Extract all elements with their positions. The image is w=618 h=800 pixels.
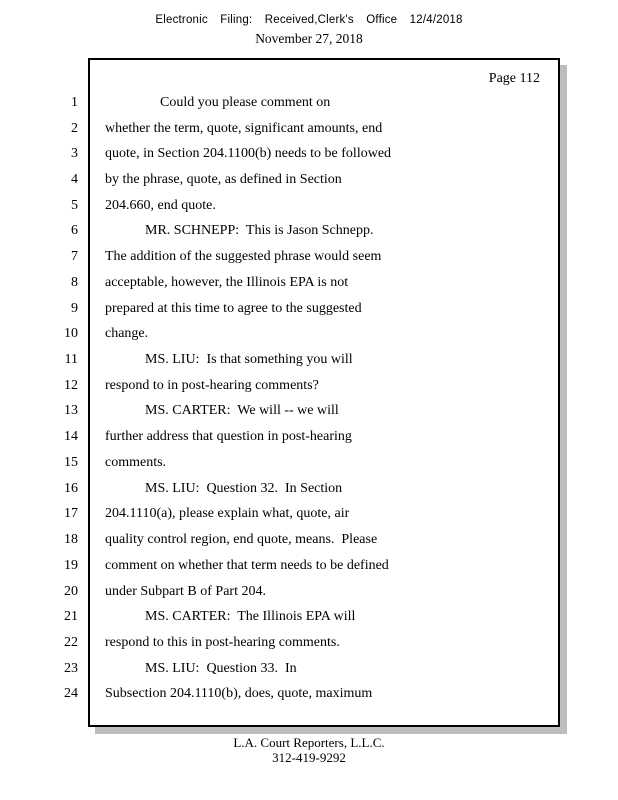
transcript-line	[56, 502, 561, 528]
transcript-line	[56, 193, 561, 219]
transcript-line	[56, 296, 561, 322]
line-text: MS. LIU: Question 32. In Section	[145, 480, 343, 496]
line-text: acceptable, however, the Illinois EPA is not	[105, 274, 349, 290]
hearing-date: November 27, 2018	[255, 31, 363, 46]
transcript-line	[56, 656, 561, 682]
line-number: 15	[64, 454, 78, 470]
transcript-line	[56, 476, 561, 502]
transcript-line	[56, 116, 561, 142]
line-number: 18	[64, 532, 78, 548]
line-text: prepared at this time to agree to the suggested	[105, 300, 362, 316]
page-number-label: Page 112	[488, 71, 540, 86]
transcript-line	[56, 167, 561, 193]
reporter-name: L.A. Court Reporters, L.L.C.	[233, 735, 385, 750]
line-text: whether the term, quote, significant amounts, end	[105, 120, 383, 136]
line-number: 23	[64, 660, 78, 676]
line-text: MS. CARTER: The Illinois EPA will	[145, 609, 356, 625]
line-number: 9	[71, 300, 78, 316]
transcript-line	[56, 553, 561, 579]
line-text: comment on whether that term needs to be defined	[105, 557, 389, 573]
line-number: 3	[71, 146, 78, 162]
line-number: 20	[64, 583, 78, 599]
line-text: quality control region, end quote, means. Please	[105, 532, 378, 548]
transcript-line	[56, 219, 561, 245]
line-number: 22	[64, 634, 78, 650]
transcript-lines	[56, 90, 561, 707]
transcript-line	[56, 424, 561, 450]
line-number: 11	[64, 352, 78, 368]
transcript-line	[56, 579, 561, 605]
line-text: change.	[105, 326, 149, 342]
transcript-line	[56, 321, 561, 347]
line-number: 7	[71, 249, 78, 265]
line-text: 204.1110(a), please explain what, quote, air	[105, 506, 350, 522]
reporter-footer	[0, 736, 618, 765]
line-text: quote, in Section 204.1100(b) needs to be followed	[105, 146, 392, 162]
transcript-line	[56, 347, 561, 373]
line-text: further address that question in post-hearing	[105, 429, 352, 445]
line-number: 16	[64, 480, 78, 496]
electronic-filing-stamp: Electronic Filing: Received,Clerk's Office 12/4/2018	[155, 14, 463, 26]
line-number: 10	[64, 326, 78, 342]
transcript-line	[56, 399, 561, 425]
transcript-line	[56, 90, 561, 116]
transcript-line	[56, 682, 561, 708]
line-number: 6	[71, 223, 78, 239]
line-text: comments.	[105, 454, 167, 470]
line-text: under Subpart B of Part 204.	[105, 583, 266, 599]
line-text: The addition of the suggested phrase would seem	[105, 249, 382, 265]
line-text: respond to this in post-hearing comments.	[105, 634, 340, 650]
reporter-phone: 312-419-9292	[272, 749, 346, 765]
transcript-line	[56, 270, 561, 296]
line-number: 13	[64, 403, 78, 419]
transcript-line	[56, 604, 561, 630]
transcript-line	[56, 630, 561, 656]
line-text: MR. SCHNEPP: This is Jason Schnepp.	[145, 223, 374, 239]
line-number: 1	[71, 94, 78, 110]
line-number: 24	[64, 686, 78, 702]
line-text: MS. CARTER: We will -- we will	[145, 403, 339, 419]
transcript-line	[56, 527, 561, 553]
line-number: 12	[64, 377, 78, 393]
line-number: 8	[71, 274, 78, 290]
transcript-line	[56, 141, 561, 167]
line-number: 17	[64, 506, 78, 522]
line-text: MS. LIU: Question 33. In	[145, 660, 297, 676]
line-number: 21	[64, 609, 78, 625]
transcript-line	[56, 450, 561, 476]
line-text: 204.660, end quote.	[105, 197, 216, 213]
line-number: 14	[64, 429, 78, 445]
line-text: respond to in post-hearing comments?	[105, 377, 319, 393]
line-text: Subsection 204.1110(b), does, quote, maximum	[105, 686, 373, 702]
line-number: 4	[71, 172, 78, 188]
transcript-line	[56, 373, 561, 399]
transcript-line	[56, 244, 561, 270]
line-text: MS. LIU: Is that something you will	[145, 352, 353, 368]
line-text: by the phrase, quote, as defined in Section	[105, 172, 342, 188]
line-number: 2	[71, 120, 78, 136]
line-text: Could you please comment on	[160, 94, 331, 110]
line-number: 19	[64, 557, 78, 573]
line-number: 5	[71, 197, 78, 213]
